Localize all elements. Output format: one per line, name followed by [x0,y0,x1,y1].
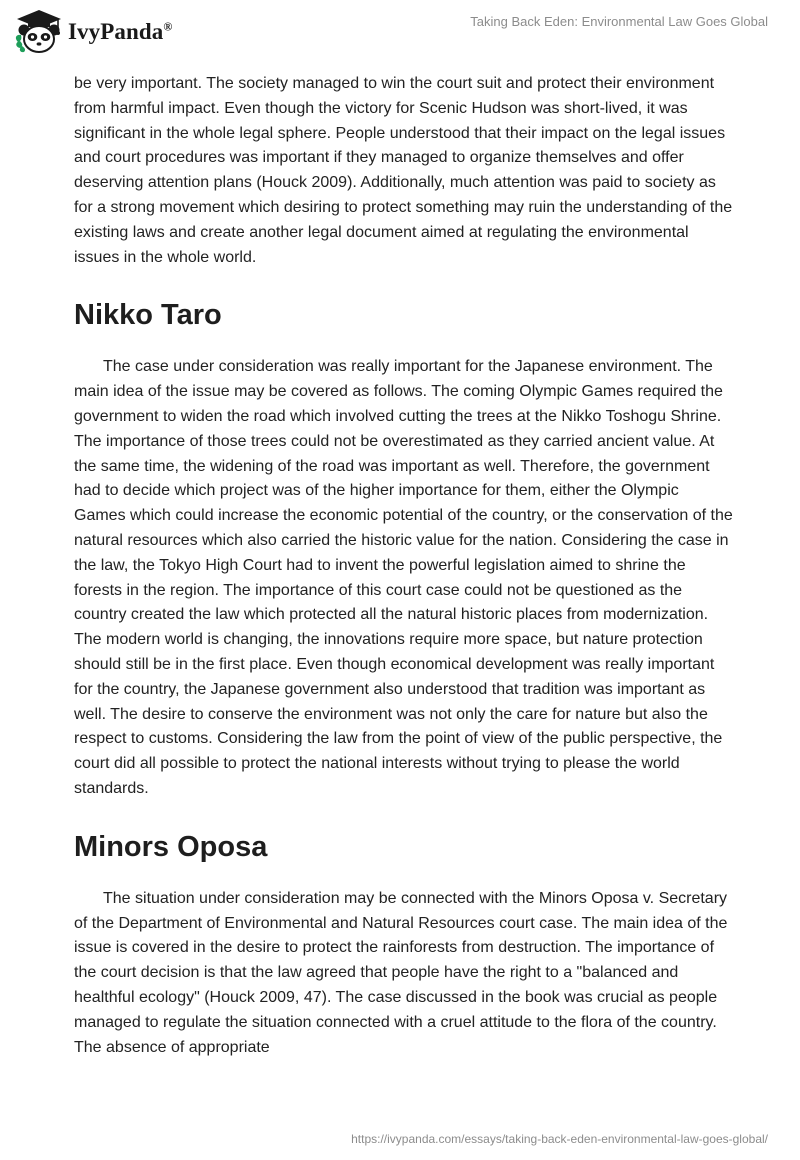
section-heading-minors-oposa: Minors Oposa [74,830,268,863]
essay-body [74,72,734,1060]
document-title: Taking Back Eden: Environmental Law Goes Global [470,14,768,29]
nikko-taro-paragraph: The case under consideration was really important for the Japanese environment. The main idea of the issue may be covered as follows. The coming Olympic Games required the government to widen the road which involved cutting the trees at the Nikko Toshogu Shrine. The importance of those trees could not be overestimated as they carried ancient value. At the same time, the widening of the road was important as well. Therefore, the government had to decide which project was of the higher importance for them, either the Olympic Games which could increase the economic potential of the country, or the conservation of the natural resources which also carried the historic value for the nation. Considering the case in the law, the Tokyo High Court had to invent the powerful legislation aimed to shrine the forests in the region. The importance of this court case could not be questioned as the country created the law which protected all the natural historic places from modernization. The modern world is changing, the innovations require more space, but nature protection should still be in the first place. Even though economical development was really important for the country, the Japanese government also understood that tradition was important as well. The desire to conserve the environment was not only the care for nature but also the respect to customs. Considering the law from the point of view of the public perspective, the court did all possible to protect the national interests without trying to please the world standards. [74,358,733,797]
brand-name: IvyPanda® [68,19,173,44]
source-url[interactable]: https://ivypanda.com/essays/taking-back-eden-environmental-law-goes-global/ [351,1132,768,1146]
page-header [0,0,800,70]
minors-oposa-paragraph: The situation under consideration may be connected with the Minors Oposa v. Secretary of the Department of Environmental and Natural Resources court case. The main idea of the issue is covered in the desire to protect the rainforests from destruction. The importance of the court decision is that the law agreed that people have the right to a "balanced and healthful ecology" (Houck 2009, 47). The case discussed in the book was crucial as people managed to regulate the situation connected with a cruel attitude to the flora of the country. The absence of appropriate [74,889,728,1056]
ivypanda-logo[interactable] [14,8,172,56]
section-heading-nikko-taro: Nikko Taro [74,299,222,332]
intro-paragraph: be very important. The society managed to win the court suit and protect their environment from harmful impact. Even though the victory for Scenic Hudson was short-lived, it was significant in the whole legal sphere. People understood that their impact on the legal issues and court procedures was important if they managed to organize themselves and offer deserving attention plans (Houck 2009). Additionally, much attention was paid to society as for a strong movement which desiring to protect something may ruin the understanding of the existing laws and create another legal document aimed at regulating the environmental issues in the whole world. [74,75,733,266]
panda-graduate-icon [14,8,64,56]
